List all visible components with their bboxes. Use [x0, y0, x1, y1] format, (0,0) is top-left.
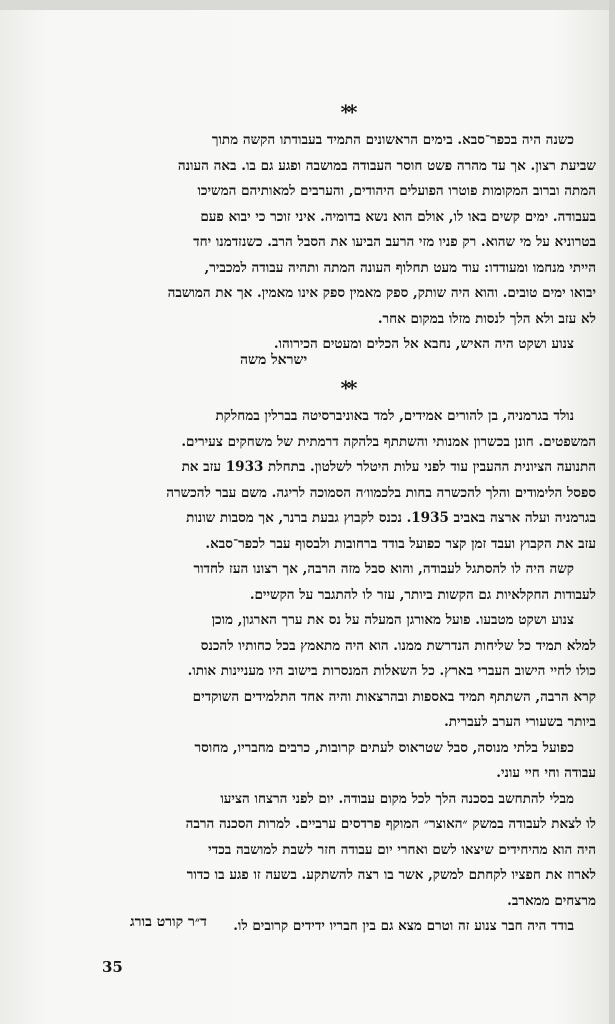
text-line: צנוע ושקט היה האיש, נחבא אל הכלים ומעטים הכירוהו. — [273, 336, 574, 352]
text-line: יבואו ימים טובים. והוא היה שותק, ספק מאמין ספק אינו מאמין. אך את המושבה — [167, 285, 596, 301]
text-line: לא עזב ולא הלך לנסות מזלו במקום אחר. — [377, 310, 596, 327]
text-line: כולו לחיי הישוב העברי בארץ. כל השאלות המנסרות בישוב היו מעניינות אותו. — [187, 663, 596, 679]
article-first — [96, 128, 596, 358]
text-line: עזב את הקבוץ ועבד זמן קצר כפועל בודד ברחובות ולבסוף עבר לכפר־סבא. — [205, 535, 596, 552]
page-top-edge — [0, 0, 615, 10]
signature-first: ישראל משה — [240, 352, 308, 368]
text-line: מבלי להתחשב בסכנה הלך לכל מקום עבודה. יום לפני הרצחו הציעו — [220, 790, 574, 807]
text-line: התנועה הציונית ההעבין עוד לפני עלות היטלר לשלטון. בתחלת 1933 עזב את — [181, 459, 596, 475]
text-line: צנוע ושקט מטבעו. פועל מאורגן המעלה על נס את ערך הארגון, מוכן — [211, 612, 574, 628]
text-line: ביותר בשעורי הערב לעברית. — [444, 714, 596, 730]
text-line: מרצחים ממארב. — [507, 892, 596, 909]
text-line: קשה היה לו להסתגל לעבודה, והוא סבל מזה הרבה, אך רצונו העז לחדור — [193, 561, 574, 577]
text-line: לו לצאת לעבודה במשק ״האוצר״ המוקף פרדסים ערביים. למרות הסכנה הרבה — [185, 816, 596, 832]
text-line: כשנה היה בכפר־סבא. בימים הראשונים התמיד בעבודתו הקשה מתוך — [211, 132, 574, 148]
text-line: קרא הרבה, השתתף תמיד באספות ובהרצאות והיה אחד התלמידים השוקדים — [192, 688, 596, 705]
text-line: בטרוניא על מי שהוא. רק פניו מזי הרעב הביעו את הסבל הרב. כשנזדמנו יחד — [193, 234, 596, 250]
text-line: המשפטים. חונן בכשרון אמנותי והשתתף בלהקה דרמתית של משחקים צעירים. — [181, 433, 596, 450]
text-line: בעבודה. ימים קשים באו לו, אולם הוא נשא בדומיה. איני זוכר כי יבוא פעם — [200, 208, 596, 225]
text-line: עבודה וחי חיי עוני. — [496, 765, 596, 781]
text-line: נולד בגרמניה, בן להורים אמידים, למד באוניברסיטה בברלין במחלקת — [215, 408, 574, 424]
text-line: כפועל בלתי מנוסה, סבל שטראוס לעתים קרובות, כרבים מחבריו, מחוסר — [194, 739, 574, 756]
text-line: לארוז את חפציו לקחתם למשק, אשר בו רצה להשתקע. בשעה זו פגע בו כדור — [186, 867, 596, 883]
article-second — [96, 404, 596, 940]
page-binding-edge — [609, 0, 615, 1024]
text-line: ספסל הלימודים והלך להכשרה בחות בלכמוו׳ה הסמוכה לריגה. משם עבר להכשרה — [166, 484, 596, 501]
section-separator-second: ** — [340, 376, 354, 400]
text-line: בודד היה חבר צנוע זה וטרם מצא גם בין חבריו ידידים קרובים לו. — [233, 918, 574, 934]
signature-second: ד״ר קורט בורג — [130, 914, 207, 930]
text-line: המתה וברוב המקומות פוטרו הפועלים היהודים, והערבים למאותיהם המשיכו — [197, 183, 596, 199]
text-line: בגרמניה ועלה ארצה באביב 1935. נכנס לקבוץ גבעת ברנר, אך מסבות שונות — [186, 510, 596, 526]
text-line: למלא תמיד כל שליחות הנדרשת ממנו. הוא היה מתאמץ בכל כחותיו להכנס — [200, 637, 596, 654]
section-separator-first: ** — [340, 100, 354, 124]
text-line: לעבודות החקלאיות גם הקשות ביותר, עזר לו להתגבר על הקשיים. — [249, 586, 596, 603]
page-number: 35 — [102, 958, 123, 976]
text-line: שביעת רצון. אך עד מהרה פשט חוסר העבודה במושבה ופגע גם בו. באה העונה — [177, 157, 596, 174]
text-line: היה הוא מהיחידים שיצאו לשם ואחרי יום עבודה חזר לשבת למושבה בכדי — [208, 841, 596, 858]
text-line: הייתי מנחמו ומעודדו: עוד מעט תחלוף העונה המתה ותהיה עבודה למכביר, — [204, 259, 596, 276]
